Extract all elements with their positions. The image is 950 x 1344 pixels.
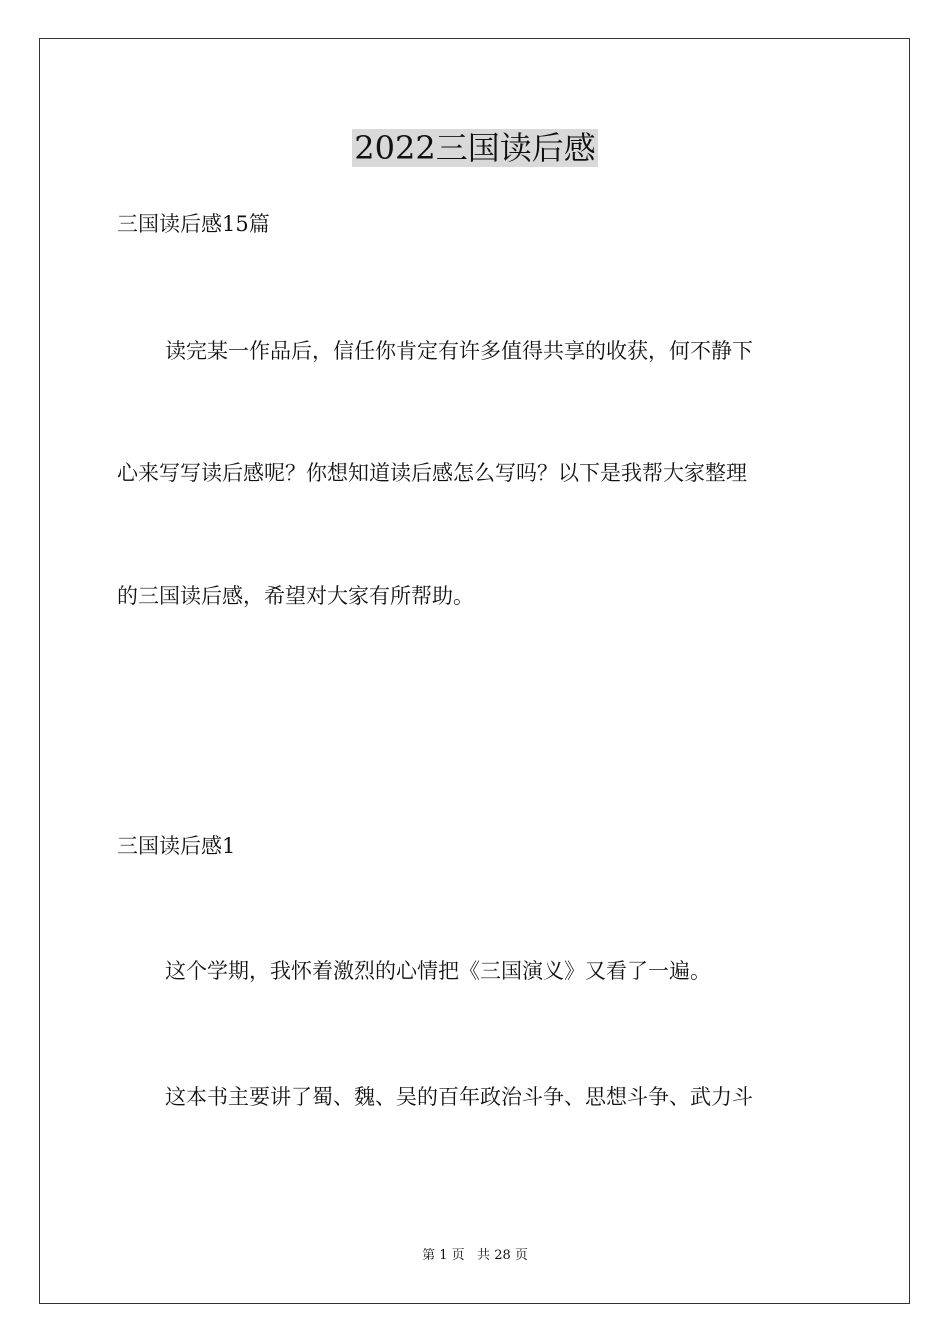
intro-line-1: 读完某一作品后，信任你肯定有许多值得共享的收获，何不静下 (165, 339, 753, 363)
document-title (0, 126, 950, 170)
intro-line-2: 心来写写读后感呢？你想知道读后感怎么写吗？以下是我帮大家整理 (117, 461, 747, 485)
section-paragraph-2: 这本书主要讲了蜀、魏、吴的百年政治斗争、思想斗争、武力斗 (165, 1085, 753, 1109)
subtitle: 三国读后感15篇 (117, 212, 270, 236)
title-text: 2022三国读后感 (354, 129, 596, 167)
section-paragraph-1: 这个学期，我怀着激烈的心情把《三国演义》又看了一遍。 (165, 959, 711, 983)
intro-line-3: 的三国读后感，希望对大家有所帮助。 (117, 584, 474, 608)
section-heading: 三国读后感1 (117, 834, 236, 858)
page-number-footer: 第 1 页 共 28 页 (422, 1248, 528, 1263)
